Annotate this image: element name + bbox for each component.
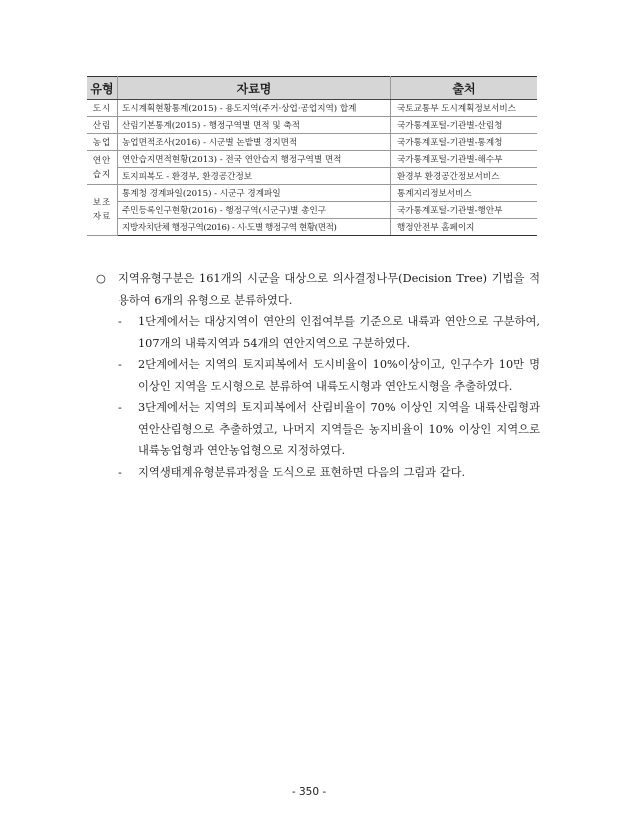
step-item [96,397,540,462]
table-row [87,185,537,202]
header-data-name: 자료명 [118,77,391,100]
row-data-name: 도시계획현황통계(2015) - 용도지역(주거·상업·공업지역) 합계 [118,100,391,117]
table-header-row [87,77,537,100]
row-source: 국가통계포털-기관별-행안부 [391,202,538,219]
row-data-name: 지방자치단체 행정구역(2016) - 시·도별 행정구역 현황(면적) [118,219,391,236]
circle-bullet-icon: ○ [96,272,106,285]
data-source-table [87,76,537,236]
step-item [96,462,540,484]
row-type: 농업 [87,134,118,151]
table-row [87,219,537,236]
row-type-text: 연안 습지 [92,155,112,180]
row-source: 국가통계포털-기관별-통계청 [391,134,538,151]
row-data-name: 주민등록인구현황(2016) - 행정구역(시군구)별 총인구 [118,202,391,219]
row-source: 행정안전부 홈페이지 [391,219,538,236]
intro-paragraph [96,268,540,311]
dash-bullet-icon: - [118,358,122,371]
row-data-name: 산림기본통계(2015) - 행정구역별 면적 및 축적 [118,117,391,134]
row-source: 국토교통부 도시계획정보서비스 [391,100,538,117]
step-text: 1단계에서는 대상지역이 연안의 인접여부를 기준으로 내륙과 연안으로 구분하여, 107개의 내륙지역과 54개의 연안지역으로 구분하였다. [138,315,540,350]
row-data-name: 토지피복도 - 환경부, 환경공간정보 [118,168,391,185]
step-text: 지역생태계유형분류과정을 도식으로 표현하면 다음의 그림과 같다. [138,465,466,479]
row-source: 환경부 환경공간정보서비스 [391,168,538,185]
row-data-name: 연안습지면적현황(2013) - 전국 연안습지 행정구역별 면적 [118,151,391,168]
header-type: 유형 [87,77,118,100]
row-source: 국가통계포털-기관별-해수부 [391,151,538,168]
page-number: - 350 - [291,786,327,798]
row-data-name: 농업면적조사(2016) - 시군별 논밭별 경지면적 [118,134,391,151]
dash-bullet-icon: - [118,315,122,328]
row-type: 도시 [87,100,118,117]
table-row [87,100,537,117]
row-type-text: 보조 자료 [92,198,112,222]
dash-bullet-icon: - [118,401,122,414]
row-source: 국가통계포털-기관별-산림청 [391,117,538,134]
body-text [96,268,540,483]
row-type [87,185,118,236]
row-type: 산림 [87,117,118,134]
row-type [87,151,118,185]
row-source: 통계지리정보서비스 [391,185,538,202]
step-text: 2단계에서는 지역의 토지피복에서 도시비율이 10%이상이고, 인구수가 10만 명 이상인 지역을 도시형으로 분류하여 내륙도시형과 연안도시형을 추출하였다. [138,358,540,393]
row-data-name: 통계청 경계파일(2015) - 시군구 경계파일 [118,185,391,202]
table-row [87,202,537,219]
table-row [87,117,537,134]
step-item [96,311,540,354]
step-text: 3단계에서는 지역의 토지피복에서 산림비율이 70% 이상인 지역을 내륙산림형과 연안산림형으로 추출하였고, 나머지 지역들은 농지비율이 10% 이상인 지역으로 내륙농업형과 연안농업형으로 지정하였다. [138,401,540,457]
dash-bullet-icon: - [118,465,122,479]
header-source: 출처 [391,77,538,100]
step-item [96,354,540,397]
table-row [87,151,537,168]
table-row [87,134,537,151]
table-row [87,168,537,185]
intro-text: 지역유형구분은 161개의 시군을 대상으로 의사결정나무(Decision Tree) 기법을 적용하여 6개의 유형으로 분류하였다. [118,272,540,307]
